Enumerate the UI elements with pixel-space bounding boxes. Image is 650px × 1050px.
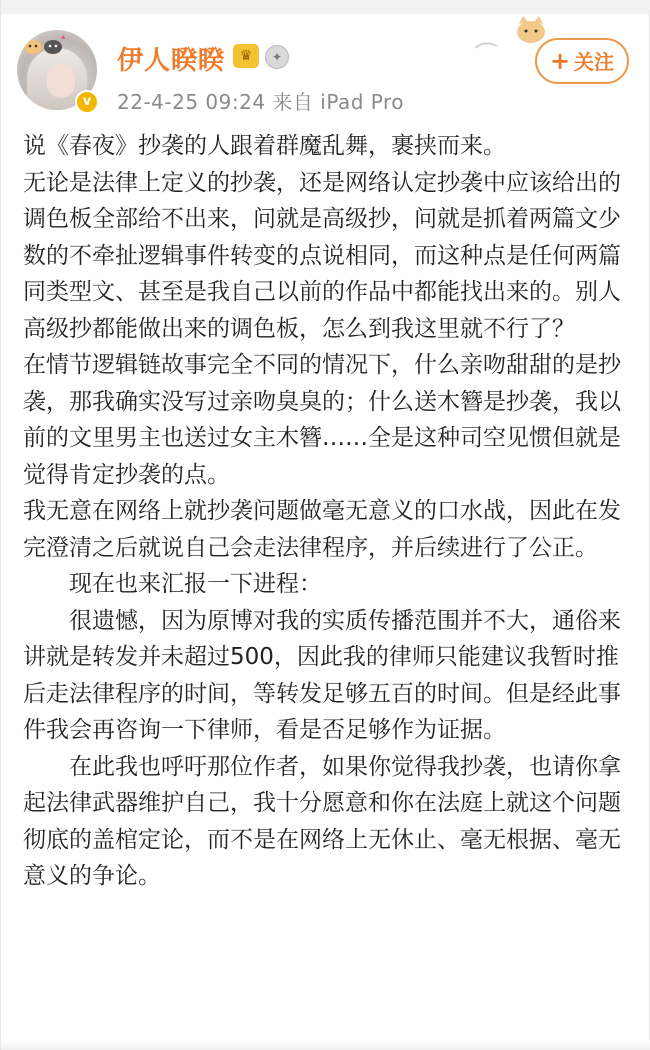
follow-button[interactable] — [535, 38, 629, 84]
paragraph: 说《春夜》抄袭的人跟着群魔乱舞，裹挟而来。 — [23, 133, 506, 159]
avatar-face — [47, 64, 75, 98]
post-meta — [117, 86, 404, 115]
paragraph: 我无意在网络上就抄袭问题做毫无意义的口水战，因此在发完澄清之后就说自己会走法律程序，并后续进行了公正。 — [23, 498, 621, 561]
paragraph: 在此我也呼吁那位作者，如果你觉得我抄袭，也请你拿起法律武器维护自己，我十分愿意和你在法庭上就这个问题彻底的盖棺定论，而不是在网络上无休止、毫无根据、毫无意义的争论。 — [23, 753, 621, 889]
paragraph: 很遗憾，因为原博对我的实质传播范围并不大，通俗来讲就是转发并未超过500，因此我的律师只能建议我暂时推后走法律程序的时间，等转发足够五百的时间。但是经此事件我会再咨询一下律师，看是否足够作为证据。 — [23, 607, 621, 743]
medal-badge-icon[interactable]: ✦ — [265, 45, 289, 69]
post-source: 来自 iPad Pro — [272, 90, 405, 114]
plus-icon: + — [549, 47, 571, 75]
crown-badge-icon[interactable]: ♛ — [233, 44, 259, 68]
bottom-edge — [1, 1040, 650, 1050]
post-body — [23, 128, 635, 895]
follow-label: 关注 — [574, 50, 615, 74]
paragraph: 在情节逻辑链故事完全不同的情况下，什么亲吻甜甜的是抄袭，那我确实没写过亲吻臭臭的；什么送木簪是抄袭，我以前的文里男主也送过女主木簪……全是这种司空见惯但就是觉得肯定抄袭的点。 — [23, 352, 621, 488]
paragraph: 无论是法律上定义的抄袭，还是网络认定抄袭中应该给出的调色板全部给不出来，问就是高级抄，问就是抓着两篇文少数的不牵扯逻辑事件转变的点说相同，而这种点是任何两篇同类型文、甚至是我自己以前的作品中都能找出来的。别人高级抄都能做出来的调色板，怎么到我这里就不行了？ — [23, 169, 621, 342]
author-name[interactable]: 伊人睽睽 — [117, 46, 226, 76]
top-edge — [1, 0, 650, 14]
avatar-cat-sticker-icon — [21, 34, 67, 56]
verified-badge-icon: v — [75, 90, 99, 114]
post-time: 22-4-25 09:24 — [117, 90, 266, 114]
paragraph: 现在也来汇报一下进程： — [69, 571, 322, 597]
